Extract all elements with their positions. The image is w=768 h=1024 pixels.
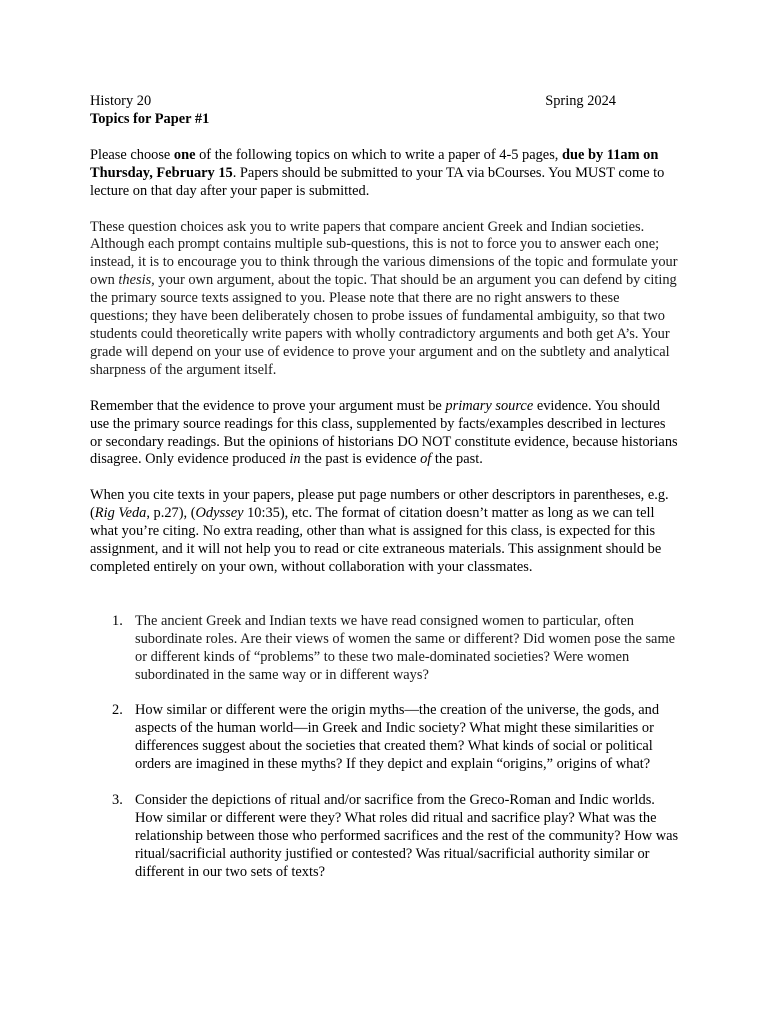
document-title: Topics for Paper #1 — [90, 110, 210, 127]
intro-paragraph: Please choose one of the following topics on which to write a paper of 4-5 pages, due by 11am on Thursday, February 15. Papers should be submitted to your TA via bCourses. You MUST come to lecture on that day after your paper is submitted. — [90, 146, 665, 199]
topic-number: 3. — [112, 792, 123, 809]
citation-paragraph: When you cite texts in your papers, please put page numbers or other descriptors in parentheses, e.g. (Rig Veda, p.27), (Odyssey 10:35), etc. The format of citation doesn’t matter as long as we can tell what you’re citing. No extra reading, other than what is assigned for this class, is expected for this assignment, and it will not help you to read or cite extraneous materials. This assignment should be completed entirely on your own, without collaboration with your classmates. — [90, 487, 669, 575]
topic-number: 2. — [112, 702, 123, 719]
header-row — [90, 93, 616, 111]
topic-text: Consider the depictions of ritual and/or sacrifice from the Greco-Roman and Indic worlds. How similar or different were they? What roles did ritual and sacrifice play? What was the relationship between those who performed sacrifices and the rest of the community? How was ritual/sacrificial authority justified or contested? Was ritual/sacrificial authority similar or different in our two sets of texts? — [135, 792, 679, 880]
topic-item — [90, 613, 680, 685]
topic-number: 1. — [112, 612, 123, 629]
topic-text: The ancient Greek and Indian texts we have read consigned women to particular, often subordinate roles. Are their views of women the same or different? Did women pose the same or different kinds of “problems” to these two male-dominated societies? Were women subordinated in the same way or in different ways? — [135, 612, 676, 683]
instructions-paragraph: These question choices ask you to write papers that compare ancient Greek and Indian societies. Although each prompt contains multiple sub-questions, this is not to force you to answer each one; instead, it is to encourage you to think through the various dimensions of the topic and formulate your own thesis, your own argument, about the topic. That should be an argument you can defend by citing the primary source texts assigned to you. Please note that there are no right answers to these questions; they have been deliberately chosen to probe issues of fundamental ambiguity, so that two students could theoretically write papers with wholly contradictory arguments and both get A’s. Your grade will depend on your use of evidence to prove your argument and on the subtlety and analytical sharpness of the argument itself. — [90, 218, 678, 378]
topic-item — [90, 792, 680, 882]
topic-item — [90, 702, 680, 774]
course-name: History 20 — [90, 93, 152, 109]
topic-text: How similar or different were the origin myths—the creation of the universe, the gods, and aspects of the human world—in Greek and Indic society? What might these similarities or differences suggest about the societies that created them? What kinds of social or political orders are imagined in these myths? If they depict and explain “origins,” origins of what? — [135, 702, 660, 773]
term: Spring 2024 — [545, 93, 616, 109]
topics-list — [90, 613, 680, 882]
document-page — [90, 93, 680, 900]
evidence-paragraph: Remember that the evidence to prove your argument must be primary source evidence. You should use the primary source readings for this class, supplemented by facts/examples described in lectures or secondary readings. But the opinions of historians DO NOT constitute evidence, because historians disagree. Only evidence produced in the past is evidence of the past. — [90, 397, 678, 468]
